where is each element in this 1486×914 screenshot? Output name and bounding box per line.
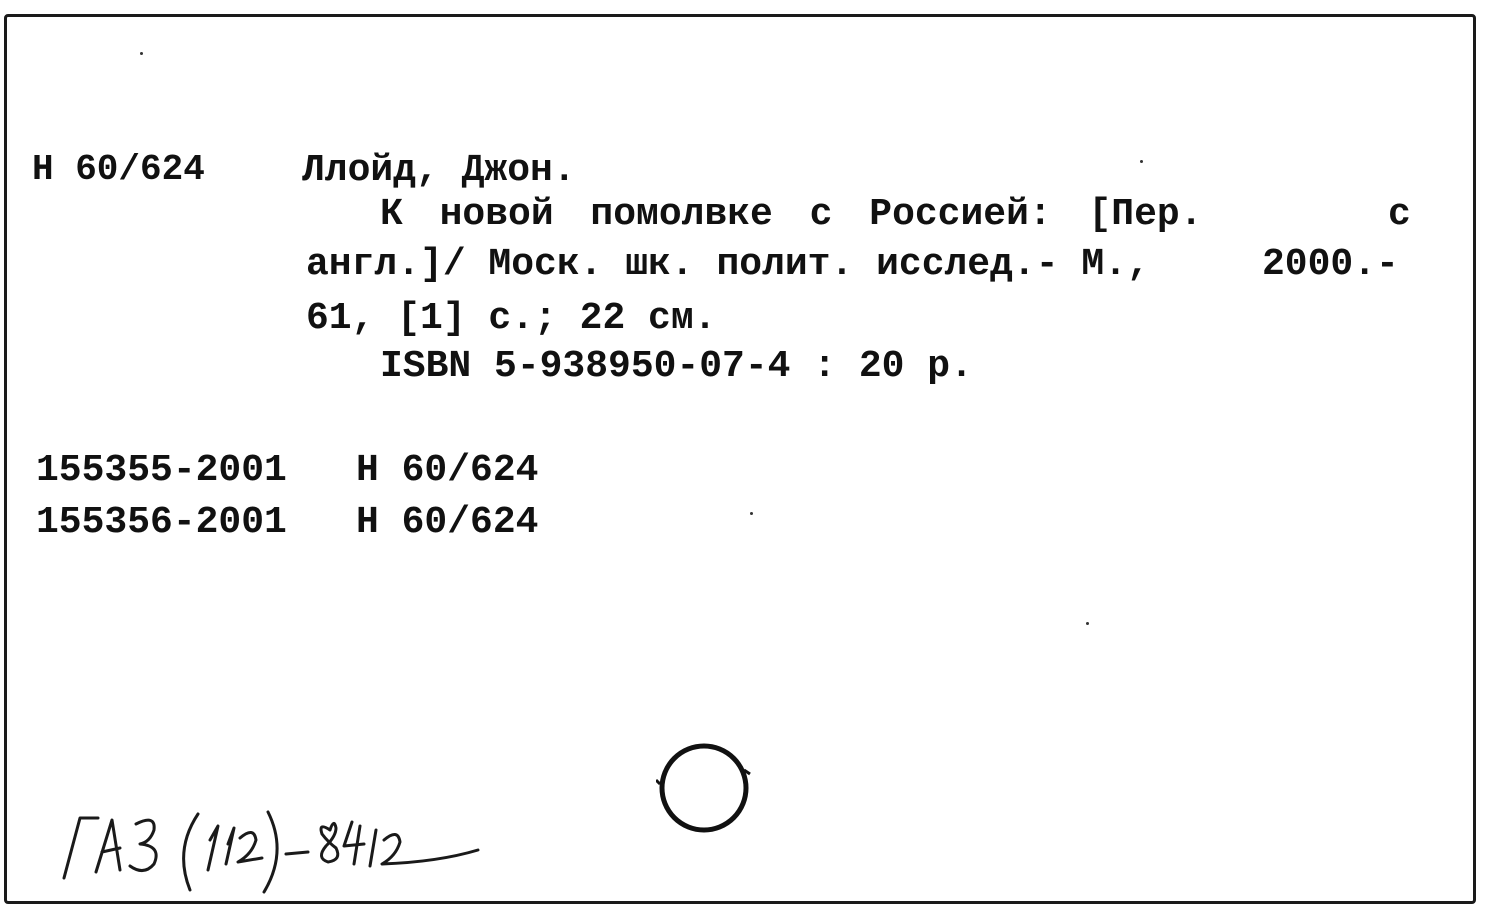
handwritten-note-icon xyxy=(58,800,498,900)
call-number: Н 60/624 xyxy=(32,149,205,190)
title-line-2-end: 2000.- xyxy=(1262,243,1399,286)
title-line-3: 61, [1] с.; 22 см. xyxy=(306,297,717,340)
speck xyxy=(1086,622,1089,625)
inventory-number-1: 155355-2001 xyxy=(36,449,287,492)
speck xyxy=(1140,160,1143,163)
punch-hole-icon xyxy=(656,740,752,836)
inventory-number-2: 155356-2001 xyxy=(36,501,287,544)
speck xyxy=(140,52,143,55)
inventory-call-number-2: Н 60/624 xyxy=(356,501,539,544)
title-line-2: англ.]/ Моск. шк. полит. исслед.- М., xyxy=(306,243,1150,286)
isbn-line: ISBN 5-938950-07-4 : 20 р. xyxy=(380,345,973,388)
author-heading: Ллойд, Джон. xyxy=(302,149,576,192)
title-line-1: К новой помолвке с Россией: [Пер. xyxy=(380,193,1203,236)
title-line-1-end: с xyxy=(1388,193,1411,236)
speck xyxy=(750,512,753,515)
inventory-call-number-1: Н 60/624 xyxy=(356,449,539,492)
